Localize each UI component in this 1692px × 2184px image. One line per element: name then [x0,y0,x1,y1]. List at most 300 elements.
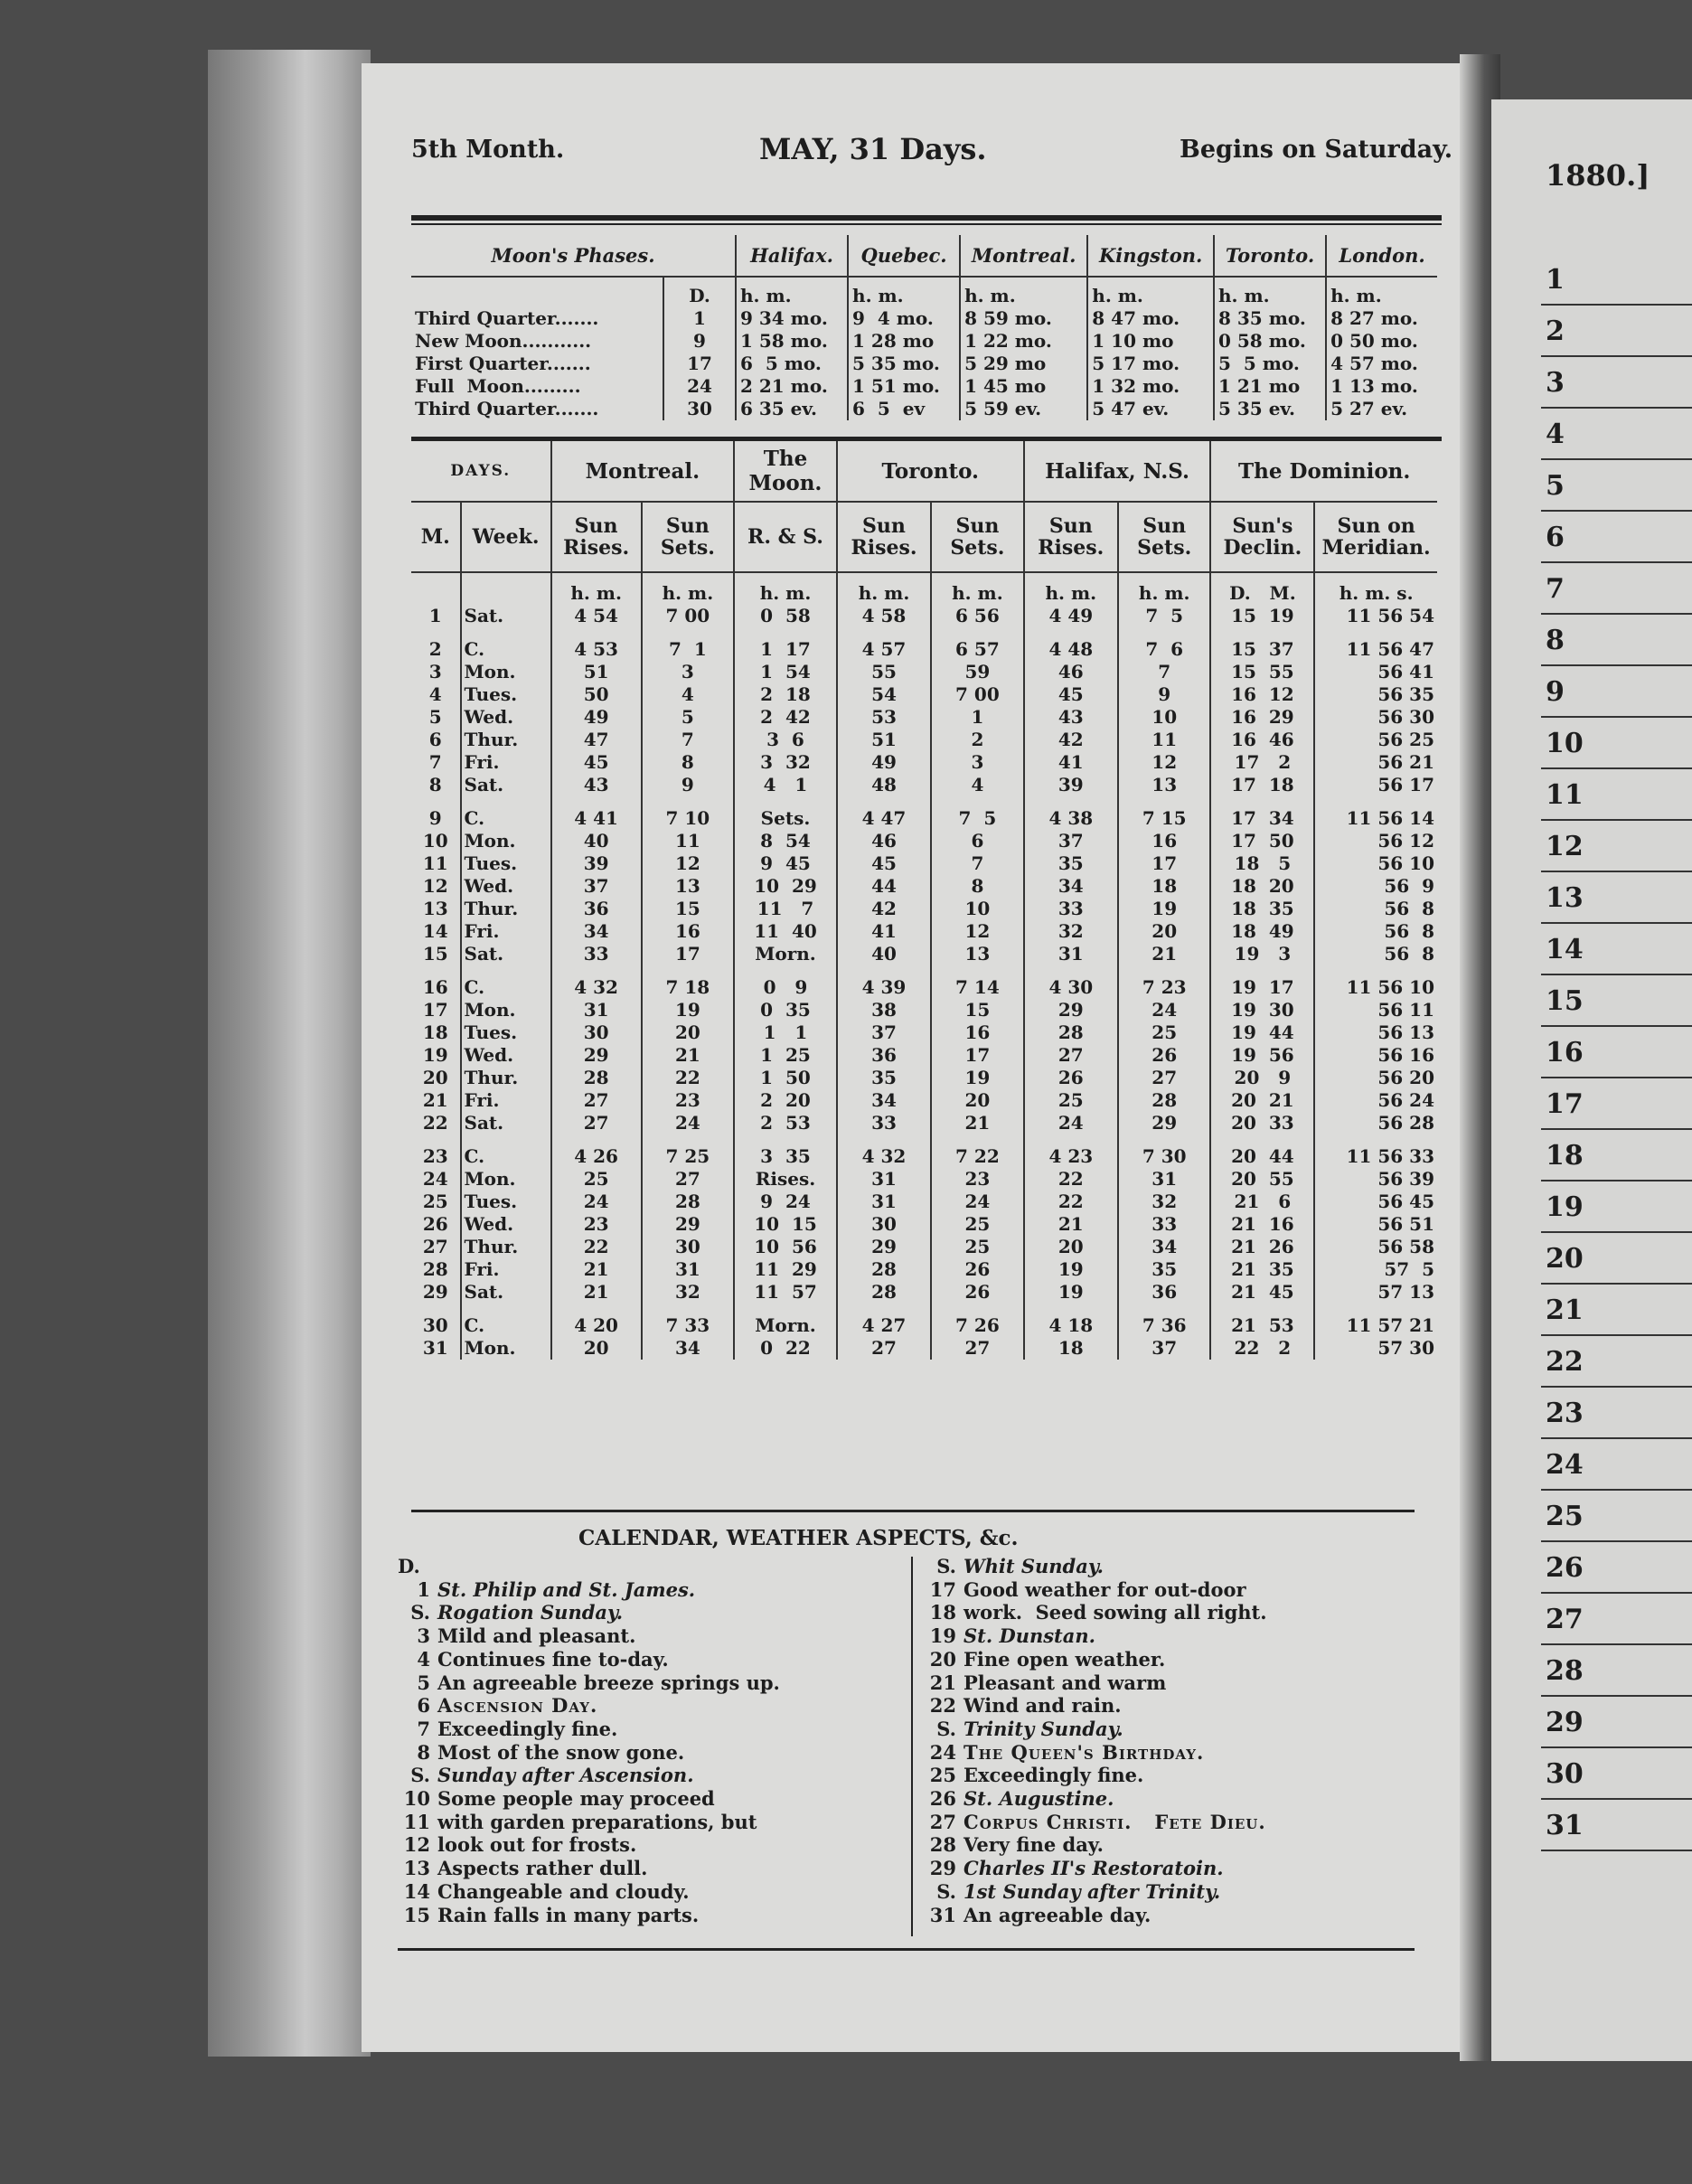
facing-day-number: 20 [1546,1243,1584,1275]
cell: Sets. [734,796,837,830]
facing-rule [1541,1746,1692,1748]
calendar-text: Most of the snow gone. [437,1740,685,1764]
cell: 31 [411,1337,461,1360]
day-row [411,627,1437,661]
cell: 43 [551,774,642,796]
calendar-day: S. [936,1879,956,1903]
cell: 27 [551,1089,642,1112]
cell: 56 17 [1377,774,1434,795]
cell: 23 [931,1168,1024,1191]
facing-rule [1541,1489,1692,1491]
facing-rule [1541,458,1692,460]
cell: Mon. [461,1168,551,1191]
cell: 9 [1118,683,1211,706]
cell: 7 23 [1118,965,1211,999]
day-row [411,1168,1437,1191]
cell: 51 [837,729,931,751]
cell: 18 [411,1021,461,1044]
cell: 11 7 [734,898,837,920]
day-row [411,943,1437,965]
cell: 56 25 [1377,729,1434,750]
calendar-entry [924,1624,1267,1648]
day-row [411,706,1437,729]
cell: 2 20 [734,1089,837,1112]
unit-hm: h. m. [1087,277,1214,307]
phase-day: 9 [663,330,736,353]
calendar-text: Continues fine to-day. [437,1647,669,1671]
cell: 28 [837,1281,931,1304]
facing-day-number: 23 [1546,1398,1584,1429]
header-rule-thin [411,223,1442,225]
cell: 30 [642,1236,735,1258]
cell: 21 16 [1210,1213,1314,1236]
cell: 15 37 [1210,627,1314,661]
phase-time: 8 35 mo. [1214,307,1326,330]
cell: Sat. [461,943,551,965]
cell: Tues. [461,852,551,875]
cell: 56 35 [1377,683,1434,705]
cell: 51 [551,661,642,683]
calendar-day: 25 [929,1764,956,1787]
cell: 21 6 [1210,1191,1314,1213]
cell: 17 [411,999,461,1021]
cell: 17 2 [1210,751,1314,774]
cell: 22 [1024,1168,1118,1191]
facing-rule [1541,871,1692,872]
day-row [411,1281,1437,1304]
cell: 13 [642,875,735,898]
unit-label: h. m. [734,572,837,605]
cell: 34 [642,1337,735,1360]
cell: 1 [931,706,1024,729]
calendar-day: 7 [417,1717,430,1740]
begins-on: Begins on Saturday. [1180,136,1453,164]
phase-time: 4 57 mo. [1330,353,1418,374]
calendar-day-heading: D. [398,1555,420,1577]
cell: 16 [411,965,461,999]
cell: 4 20 [551,1304,642,1337]
cell: 13 [411,898,461,920]
cell: 56 11 [1377,999,1434,1021]
page-edges [208,50,371,2057]
col-header: Sun's Declin. [1210,502,1314,572]
cell: 6 [411,729,461,751]
cell: 33 [1118,1213,1211,1236]
cell: Tues. [461,1021,551,1044]
cell: 36 [1118,1281,1211,1304]
cell: 21 [551,1281,642,1304]
cell: 29 [551,1044,642,1067]
cell: C. [461,965,551,999]
cell: 4 27 [837,1304,931,1337]
cell: 46 [1024,661,1118,683]
facing-day-number: 25 [1546,1501,1584,1532]
cell: 44 [837,875,931,898]
phase-name: First Quarter....... [411,353,663,375]
cell: 38 [837,999,931,1021]
phase-name: New Moon........... [411,330,663,353]
phase-time: 5 29 mo [960,353,1087,375]
cell: 8 [411,774,461,796]
cell: 26 [931,1281,1024,1304]
facing-rule [1541,1437,1692,1439]
cell: 27 [837,1337,931,1360]
calendar-right-column [924,1555,1267,1926]
cell: 7 00 [931,683,1024,706]
cell: 18 [1118,875,1211,898]
facing-day-number: 18 [1546,1140,1584,1172]
cell: 21 26 [1210,1236,1314,1258]
cell: 39 [551,852,642,875]
cell: 56 30 [1377,706,1434,728]
cell: 21 [411,1089,461,1112]
cell: 29 [1024,999,1118,1021]
facing-day-number: 29 [1546,1707,1584,1738]
cell: 22 [551,1236,642,1258]
cell: 4 1 [734,774,837,796]
city-london: London. [1326,235,1437,277]
cell: 6 57 [931,627,1024,661]
phase-time: 5 27 ev. [1330,398,1408,419]
cell: 11 29 [734,1258,837,1281]
facing-rule [1541,1283,1692,1285]
cell: 4 18 [1024,1304,1118,1337]
sun-moon-table [411,441,1437,1360]
cell: 11 57 [734,1281,837,1304]
phase-time: 5 47 ev. [1087,398,1214,420]
calendar-text: St. Augustine. [964,1787,1114,1811]
day-row [411,1089,1437,1112]
calendar-day: 28 [929,1833,956,1857]
moon-phases-table [411,235,1437,420]
cell: 27 [551,1112,642,1134]
facing-rule [1541,1386,1692,1388]
calendar-entry [924,1857,1267,1880]
calendar-left-column [398,1555,780,1926]
cell: Thur. [461,898,551,920]
phase-time: 1 22 mo. [960,330,1087,353]
cell: 10 15 [734,1213,837,1236]
cell: 31 [642,1258,735,1281]
cell: 17 50 [1210,830,1314,852]
day-row [411,1236,1437,1258]
calendar-divider [911,1557,913,1936]
cell: 3 6 [734,729,837,751]
calendar-day: 10 [403,1787,430,1811]
cell: 9 45 [734,852,837,875]
cell: 19 17 [1210,965,1314,999]
cell: 0 22 [734,1337,837,1360]
cell: 12 [411,875,461,898]
cell: 24 [931,1191,1024,1213]
facing-rule [1541,819,1692,821]
unit-label: h. m. [551,572,642,605]
facing-day-number: 15 [1546,985,1584,1017]
cell: 56 10 [1377,852,1434,874]
facing-rule [1541,1180,1692,1181]
calendar-entry [398,1648,780,1671]
calendar-text: Rain falls in many parts. [437,1903,700,1926]
cell: 21 [551,1258,642,1281]
calendar-day: S. [410,1601,430,1624]
unit-label [411,572,461,605]
cell: 11 56 10 [1346,976,1434,998]
cell: 7 15 [1118,796,1211,830]
calendar-text: Aspects rather dull. [437,1857,648,1880]
cell: 17 [931,1044,1024,1067]
cell: 7 10 [642,796,735,830]
facing-day-number: 27 [1546,1604,1584,1635]
calendar-day: 4 [417,1647,430,1671]
cell: Tues. [461,683,551,706]
calendar-text: An agreeable breeze springs up. [437,1671,780,1694]
cell: 4 41 [551,796,642,830]
cell: 28 [1024,1021,1118,1044]
calendar-entry [924,1741,1267,1765]
day-row [411,683,1437,706]
cell: 56 9 [1384,875,1434,897]
cell: 21 53 [1210,1304,1314,1337]
facing-day-number: 26 [1546,1552,1584,1584]
cell: 17 [642,943,735,965]
cell: 16 29 [1210,706,1314,729]
cell: 19 44 [1210,1021,1314,1044]
calendar-day: 8 [417,1740,430,1764]
cell: 7 33 [642,1304,735,1337]
calendar-day: 5 [417,1671,430,1694]
facing-rule [1541,1643,1692,1645]
calendar-day: S. [936,1555,956,1577]
phase-time: 5 17 mo. [1087,353,1214,375]
calendar-entry [398,1833,780,1857]
phase-time: 1 45 mo [960,375,1087,398]
moon-phases-heading: Moon's Phases. [411,235,736,277]
cell: 33 [837,1112,931,1134]
cell: 18 [1024,1337,1118,1360]
facing-day-number: 30 [1546,1758,1584,1790]
col-header: Sun Sets. [642,502,735,572]
cell: 20 [411,1067,461,1089]
calendar-text: Corpus Christi. Fete Dieu. [964,1810,1266,1833]
cell: 41 [837,920,931,943]
calendar-day: 3 [417,1624,430,1648]
day-row [411,875,1437,898]
cell: 27 [1118,1067,1211,1089]
cell: 7 25 [642,1134,735,1168]
col-header: Sun on Meridian. [1314,502,1437,572]
cell: 11 [1118,729,1211,751]
cell: 22 [411,1112,461,1134]
header-rule [411,215,1442,221]
city-toronto: Toronto. [1214,235,1326,277]
cell: 16 [931,1021,1024,1044]
calendar-entry [398,1764,780,1787]
calendar-entry [924,1578,1267,1602]
phase-time: 1 10 mo [1087,330,1214,353]
cell: 7 36 [1118,1304,1211,1337]
cell: 4 32 [551,965,642,999]
cell: 10 [411,830,461,852]
facing-day-number: 16 [1546,1037,1584,1068]
cell: Rises. [734,1168,837,1191]
calendar-entry [398,1601,780,1624]
unit-label [461,572,551,605]
calendar-text: look out for frosts. [437,1833,637,1857]
cell: 11 57 21 [1346,1314,1434,1336]
cell: 34 [1024,875,1118,898]
cell: 1 50 [734,1067,837,1089]
cell: 34 [837,1089,931,1112]
cell: 29 [1118,1112,1211,1134]
cell: 42 [837,898,931,920]
cell: 20 [1118,920,1211,943]
calendar-day: 27 [929,1810,956,1833]
col-header: Sun Rises. [551,502,642,572]
group-toronto: Toronto. [837,441,1024,502]
phase-time: 2 21 mo. [736,375,848,398]
cell: 4 [931,774,1024,796]
calendar-entry [398,1880,780,1904]
day-row [411,1021,1437,1044]
cell: 15 55 [1210,661,1314,683]
facing-rule [1541,1231,1692,1233]
day-col-head: D. [663,277,736,307]
calendar-day: 24 [929,1740,956,1764]
cell: 37 [551,875,642,898]
cell: 37 [837,1021,931,1044]
cell: 46 [837,830,931,852]
facing-day-number: 21 [1546,1294,1584,1326]
cell: 10 [931,898,1024,920]
day-row [411,751,1437,774]
cell: 1 [411,605,461,627]
cell: 23 [642,1089,735,1112]
cell: 43 [1024,706,1118,729]
cell: C. [461,1304,551,1337]
cell: 1 1 [734,1021,837,1044]
facing-rule [1541,716,1692,718]
group-dominion: The Dominion. [1210,441,1437,502]
phase-time: 8 47 mo. [1087,307,1214,330]
facing-rule [1541,974,1692,975]
cell: 56 8 [1384,943,1434,965]
cell: 8 54 [734,830,837,852]
cell: Thur. [461,1067,551,1089]
city-montreal: Montreal. [960,235,1087,277]
day-row [411,1304,1437,1337]
cell: 56 16 [1377,1044,1434,1066]
cell: 56 8 [1384,920,1434,942]
cell: 24 [642,1112,735,1134]
cell: Wed. [461,875,551,898]
cell: 1 25 [734,1044,837,1067]
facing-rule [1541,510,1692,512]
day-row [411,1337,1437,1360]
cell: 19 [1024,1281,1118,1304]
calendar-day: 20 [929,1647,956,1671]
cell: 23 [411,1134,461,1168]
cell: 35 [1024,852,1118,875]
cell: 49 [551,706,642,729]
facing-rule [1541,1128,1692,1130]
cell: 54 [837,683,931,706]
calendar-day: S. [936,1717,956,1740]
cell: 18 35 [1210,898,1314,920]
cell: 28 [837,1258,931,1281]
cell: 9 [642,774,735,796]
day-row [411,999,1437,1021]
cell: 15 [931,999,1024,1021]
phase-row [411,307,1437,330]
cell: 29 [411,1281,461,1304]
cell: Thur. [461,1236,551,1258]
phase-blank [411,277,663,307]
col-header: Sun Sets. [931,502,1024,572]
day-row [411,1213,1437,1236]
calendar-day: 29 [929,1857,956,1880]
cell: 13 [931,943,1024,965]
cell: 4 39 [837,965,931,999]
calendar-text: Ascension Day. [437,1694,598,1718]
cell: 21 [931,1112,1024,1134]
cell: 10 [1118,706,1211,729]
cell: Wed. [461,1044,551,1067]
cell: Fri. [461,920,551,943]
cell: 6 56 [931,605,1024,627]
facing-day-number: 14 [1546,934,1584,965]
calendar-text: Exceedingly fine. [437,1717,618,1740]
cell: 56 41 [1377,661,1434,682]
calendar-entry [924,1601,1267,1624]
calendar-entry [924,1811,1267,1834]
col-header: Week. [461,502,551,572]
calendar-text: 1st Sunday after Trinity. [964,1879,1221,1903]
phase-time: 5 35 ev. [1214,398,1326,420]
facing-rule [1541,664,1692,666]
facing-day-number: 1 [1546,264,1565,296]
cell: 42 [1024,729,1118,751]
cell: 20 21 [1210,1089,1314,1112]
calendar-entry [924,1671,1267,1695]
day-row [411,1067,1437,1089]
cell: 56 13 [1377,1021,1434,1043]
day-row [411,920,1437,943]
cell: Sat. [461,1281,551,1304]
cell: 4 30 [1024,965,1118,999]
phase-name: Third Quarter....... [411,398,663,420]
facing-day-number: 22 [1546,1346,1584,1378]
calendar-day: 6 [417,1694,430,1718]
cell: 29 [642,1213,735,1236]
calendar-day: 17 [929,1577,956,1601]
cell: 21 [1118,943,1211,965]
day-row [411,661,1437,683]
calendar-day: 26 [929,1787,956,1811]
cell: 56 39 [1377,1168,1434,1190]
cell: 13 [1118,774,1211,796]
unit-label: h. m. [837,572,931,605]
cell: 0 35 [734,999,837,1021]
cell: 32 [1024,920,1118,943]
cell: Wed. [461,706,551,729]
facing-rule [1541,613,1692,615]
cell: 48 [837,774,931,796]
cell: 19 30 [1210,999,1314,1021]
unit-label: D. M. [1210,572,1314,605]
cell: 3 [411,661,461,683]
cell: 49 [837,751,931,774]
cell: 20 33 [1210,1112,1314,1134]
